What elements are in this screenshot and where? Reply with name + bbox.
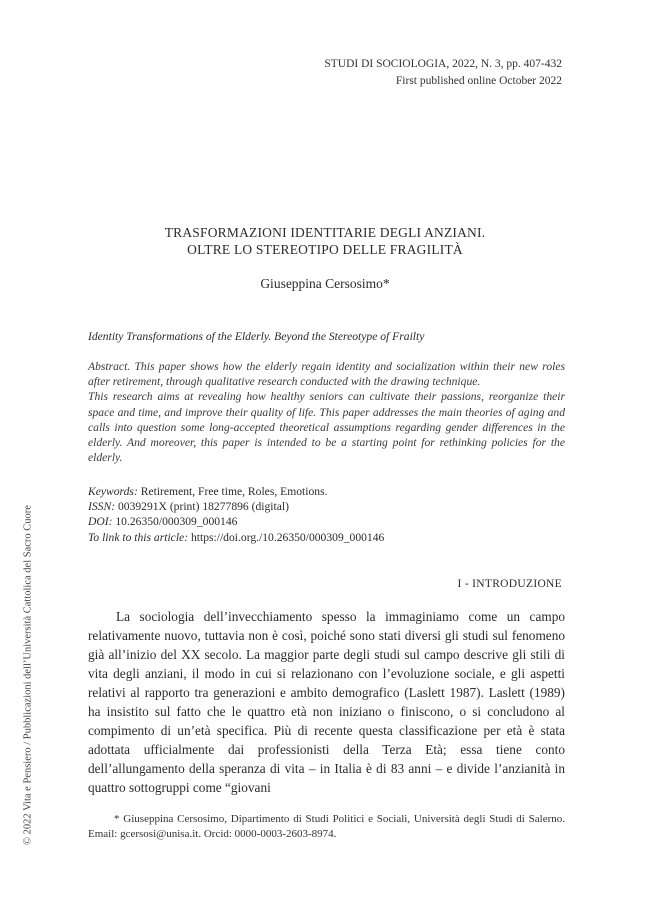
journal-citation: STUDI DI SOCIOLOGIA, 2022, N. 3, pp. 407-432 <box>324 58 562 70</box>
keywords-label: Keywords: <box>88 485 138 498</box>
publication-date: First published online October 2022 <box>395 75 562 87</box>
doi-value: 10.26350/000309_000146 <box>115 515 238 529</box>
title-line-1: TRASFORMAZIONI IDENTITARIE DEGLI ANZIANI. <box>164 225 486 240</box>
body-paragraph: La sociologia dell’invecchiamento spesso la immaginiamo come un campo relativamente nuovo, tuttavia non è così, poiché sono stati diversi gli studi sul fenomeno già all’inizio del XX secolo. La maggior parte degli studi sul campo descrive gli stili di vita degli anziani, il modo in cui si relazionano con l’evoluzione sociale, e gli aspetti relativi al rapporto tra generazioni e ambito demografico (Laslett 1987). Laslett (1989) ha insistito sul fatto che le quattro età non iniziano o finiscono, o si concludono al compimento di un’età specifica. Più di recente questa classificazione per età è stata adottata ufficialmente dai professionisti della Terza Età; essa tiene conto dell’allungamento della speranza di vita – in Italia è di 83 anni – e divide l’anzianità in quattro sottogruppi come “giovani <box>88 609 565 795</box>
issn-value: 0039291X (print) 18277896 (digital) <box>117 500 289 514</box>
abstract <box>88 359 565 465</box>
doi-label: DOI: <box>88 515 113 529</box>
link-line <box>88 530 568 545</box>
english-title: Identity Transformations of the Elderly. Beyond the Stereotype of Frailty <box>88 330 425 343</box>
abstract-paragraph: Abstract. This paper shows how the elderly regain identity and socialization within their new roles after retirement, through qualitative research conducted with the drawing technique. <box>88 360 565 389</box>
article-link[interactable]: https://doi.org./10.26350/000309_000146 <box>190 530 385 544</box>
article-metadata <box>88 484 568 545</box>
title-line-2: OLTRE LO STEREOTIPO DELLE FRAGILITÀ <box>187 242 463 257</box>
keywords-line <box>88 484 568 499</box>
link-label: To link to this article: <box>88 530 189 544</box>
doi-line <box>88 514 568 529</box>
issn-line <box>88 499 568 514</box>
abstract-paragraph: This research aims at revealing how healthy seniors can cultivate their passions, reorganize their space and time, and improve their quality of life. This paper addresses the main theories of aging and calls into question some long-accepted theoretical assumptions regarding gender differences in the elderly. And moreover, this paper is intended to be a starting point for rethinking policies for the elderly. <box>88 390 565 465</box>
issn-label: ISSN: <box>88 500 116 514</box>
keywords-value: Retirement, Free time, Roles, Emotions. <box>140 485 328 498</box>
section-heading: I - INTRODUZIONE <box>457 578 562 590</box>
article-title <box>0 224 650 258</box>
copyright-notice <box>21 485 35 865</box>
author-footnote: * Giuseppina Cersosimo, Dipartimento di Studi Politici e Sociali, Università degli Studi di Salerno. Email: gcersosi@unisa.it. Orcid: 0000-0003-2603-8974. <box>88 813 565 840</box>
journal-header <box>324 56 562 90</box>
author-name: Giuseppina Cersosimo* <box>260 276 390 291</box>
copyright-text: © 2022 Vita e Pensiero / Pubblicazioni dell’Università Cattolica del Sacro Cuore <box>22 505 34 845</box>
